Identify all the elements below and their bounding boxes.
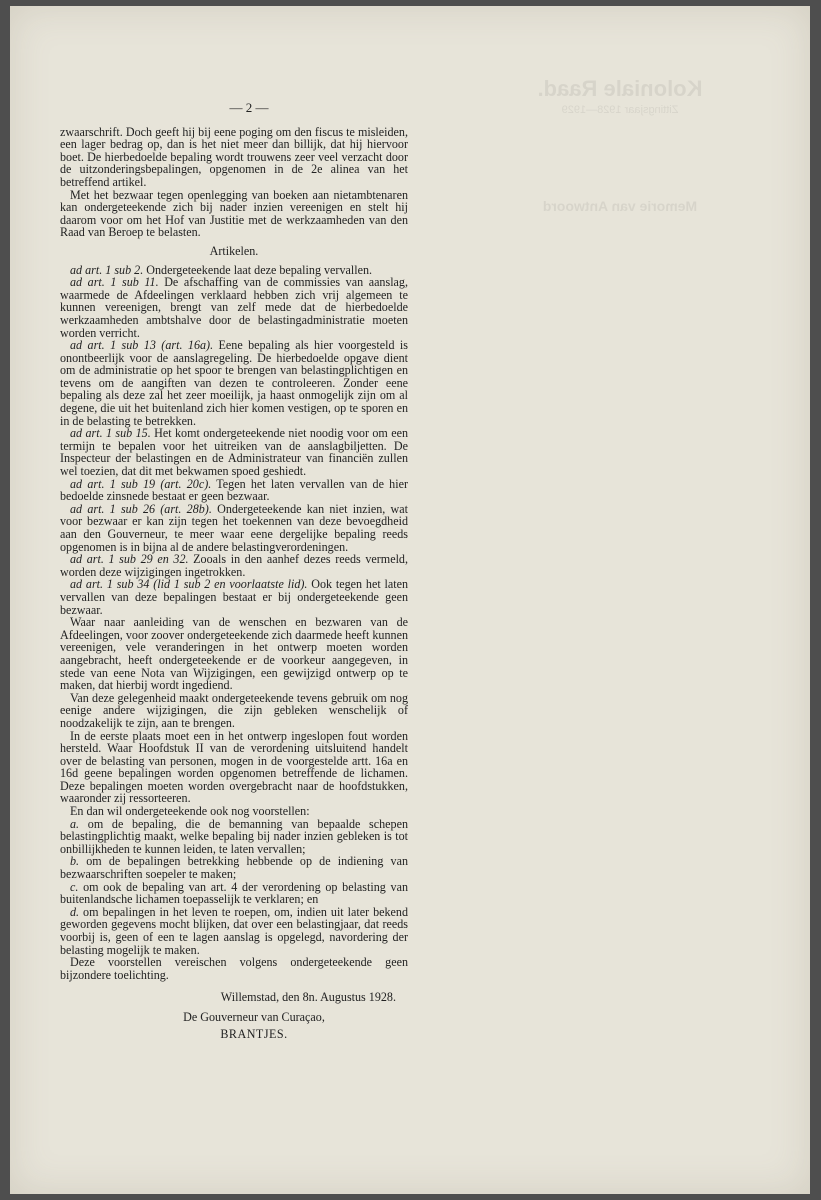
body-paragraph: Waar naar aanleiding van de wenschen en bezwaren van de Afdeelingen, voor zoover ondergeteekende zich daarmede heeft kunnen vereenigen, vele veranderingen in het ontwerp moeten worden aangebracht, heeft ondergeteekende er de voorkeur aangegeven, in stede van eene Nota van Wijzigingen, een gewijzigd ontwerp op te maken, dat hierbij wordt ingediend. xyxy=(60,615,408,693)
article-text: Ondergeteekende kan niet inzien, wat voor bezwaar er kan zijn tegen het toekennen van deze bevoegdheid aan den Gouverneur, te meer waar eene dergelijke bepaling reeds opgenomen is in bijna al de andere belastingverordeningen. xyxy=(60,501,408,554)
article-ref: ad art. 1 sub 15. xyxy=(70,426,151,441)
proposal-item xyxy=(60,906,408,956)
proposal-letter: b. xyxy=(70,854,80,869)
article-text: Tegen het laten vervallen van de hier bedoelde zinsnede bestaat er geen bezwaar. xyxy=(60,476,408,504)
proposal-text: om de bepalingen betrekking hebbende op de indiening van bezwaarschriften soepeler te maken; xyxy=(60,854,408,882)
article-item xyxy=(60,478,408,503)
proposal-letter: a. xyxy=(70,816,80,831)
body-paragraph: In de eerste plaats moet een in het ontwerp ingeslopen fout worden hersteld. Waar Hoofdstuk II van de verordening uitsluitend handelt over de belasting van personen, mogen in de voorgestelde artt. 16a en 16d geene bepalingen worden opgenomen betreffende de lichamen. Deze bepalingen moeten worden overgebracht naar de hoofdstukken, waaronder zij ressorteeren. xyxy=(60,728,408,806)
proposal-letter: c. xyxy=(70,879,79,894)
proposal-text: om ook de bepaling van art. 4 der verordening op belasting van buitenlandsche lichamen toepasselijk te verklaren; en xyxy=(60,879,408,907)
governor-title: De Gouverneur van Curaçao, xyxy=(183,1009,325,1024)
article-ref: ad art. 1 sub 13 (art. 16a). xyxy=(70,338,214,353)
proposal-text: om de bepaling, die de bemanning van bepaalde schepen belastingplichtig maakt, welke bepaling bij nader inzien gebleken is tot onbillijkheden te kunnen leiden, te laten vervallen; xyxy=(60,816,408,856)
intro-paragraph: zwaarschrift. Doch geeft hij bij eene poging om den fiscus te misleiden, een lager bedrag op, dan is het niet meer dan billijk, dat hij hiervoor boet. De hierbedoelde bepaling wordt trouwens zeer veel verzacht door de uitzonderingsbepalingen, opgenomen in de 2e alinea van het betreffend artikel. xyxy=(60,124,408,189)
proposal-letter: d. xyxy=(70,904,80,919)
article-text: Eene bepaling als hier voorgesteld is onontbeerlijk voor de aanslagregeling. De hierbedoelde opgave dient om de administratie op het spoor te brengen van belastingplichtigen en tevens om de aangiften van dezen te controleeren. Zonder eene bepaling als deze zal het zeer moeilijk, ja haast onmogelijk zijn om al degene, die uit het buitenland zich hier komen vestigen, op te sporen en in de belasting te betrekken. xyxy=(60,338,408,428)
article-ref: ad art. 1 sub 2. xyxy=(70,262,144,277)
proposal-item xyxy=(60,818,408,856)
body-paragraph: En dan wil ondergeteekende ook nog voorstellen: xyxy=(70,804,310,819)
article-item xyxy=(60,578,408,616)
article-item xyxy=(60,339,408,427)
article-ref: ad art. 1 sub 26 (art. 28b). xyxy=(70,501,212,516)
proposal-text: om bepalingen in het leven te roepen, om, indien uit later bekend geworden gegevens mocht blijken, dat over een belastingjaar, dat reeds voorbij is, geen of een te lagen aanslag is opgelegd, navordering der belasting mogelijk te maken. xyxy=(60,904,408,957)
date-line: Willemstad, den 8n. Augustus 1928. xyxy=(220,990,396,1005)
article-item xyxy=(60,503,408,553)
intro-paragraph: Met het bezwaar tegen openlegging van boeken aan nietambtenaren kan ondergeteekende zich bij nader inzien vereenigen en stelt hij daarom voor om het Hof van Justitie met de werkzaamheden van den Raad van Beroep te belasten. xyxy=(60,187,408,240)
signature: BRANTJES. xyxy=(220,1026,288,1041)
article-item xyxy=(60,276,408,339)
article-item xyxy=(60,553,408,578)
article-ref: ad art. 1 sub 29 en 32. xyxy=(70,552,189,567)
document-page xyxy=(10,6,810,1194)
article-text: Het komt ondergeteekende niet noodig voor om een termijn te bepalen voor het uitreiken van de aanslagbiljetten. De Inspecteur der belastingen en de Administrateur van financiën zullen wel toezien, dat dit met bekwamen spoed geshiedt. xyxy=(60,426,408,479)
bleed-line-session: Zittingsjaar 1928—1929 xyxy=(561,104,679,116)
bleed-line-council: Koloniale Raad. xyxy=(537,76,703,101)
section-heading: Artikelen. xyxy=(209,243,259,258)
article-text: Zooals in den aanhef dezes reeds vermeld, worden deze wijzigingen ingetrokken. xyxy=(60,552,408,579)
article-item xyxy=(60,427,408,477)
article-text: Ondergeteekende laat deze bepaling vervallen. xyxy=(146,262,373,277)
article-text: Ook tegen het laten vervallen van deze bepalingen bestaat er bij ondergeteekende geen bezwaar. xyxy=(60,577,408,617)
article-ref: ad art. 1 sub 11. xyxy=(70,275,159,290)
text-column xyxy=(60,102,408,1040)
proposal-item xyxy=(60,881,408,906)
bleed-through-text xyxy=(470,76,770,214)
proposal-item xyxy=(60,855,408,880)
article-ref: ad art. 1 sub 19 (art. 20c). xyxy=(70,476,212,491)
article-text: De afschaffing van de commissies van aanslag, waarmede de Afdeelingen verklaard hebben zich vrij algemeen te kunnen vereenigen, brengt van zelf mede dat de hierbedoelde werkzaamheden ambtshalve door de belastingadministratie moeten worden verricht. xyxy=(60,275,408,340)
bleed-line-memorandum: Memorie van Antwoord xyxy=(542,198,698,214)
article-ref: ad art. 1 sub 34 (lid 1 sub 2 en voorlaatste lid). xyxy=(70,577,308,592)
body-paragraph: Van deze gelegenheid maakt ondergeteekende tevens gebruik om nog eenige andere wijzigingen, die zijn gebleken wenschelijk of noodzakelijk te zijn, aan te brengen. xyxy=(60,690,408,730)
page-number: — 2 — xyxy=(229,100,269,115)
closing-paragraph: Deze voorstellen vereischen volgens ondergeteekende geen bijzondere toelichting. xyxy=(60,955,408,982)
